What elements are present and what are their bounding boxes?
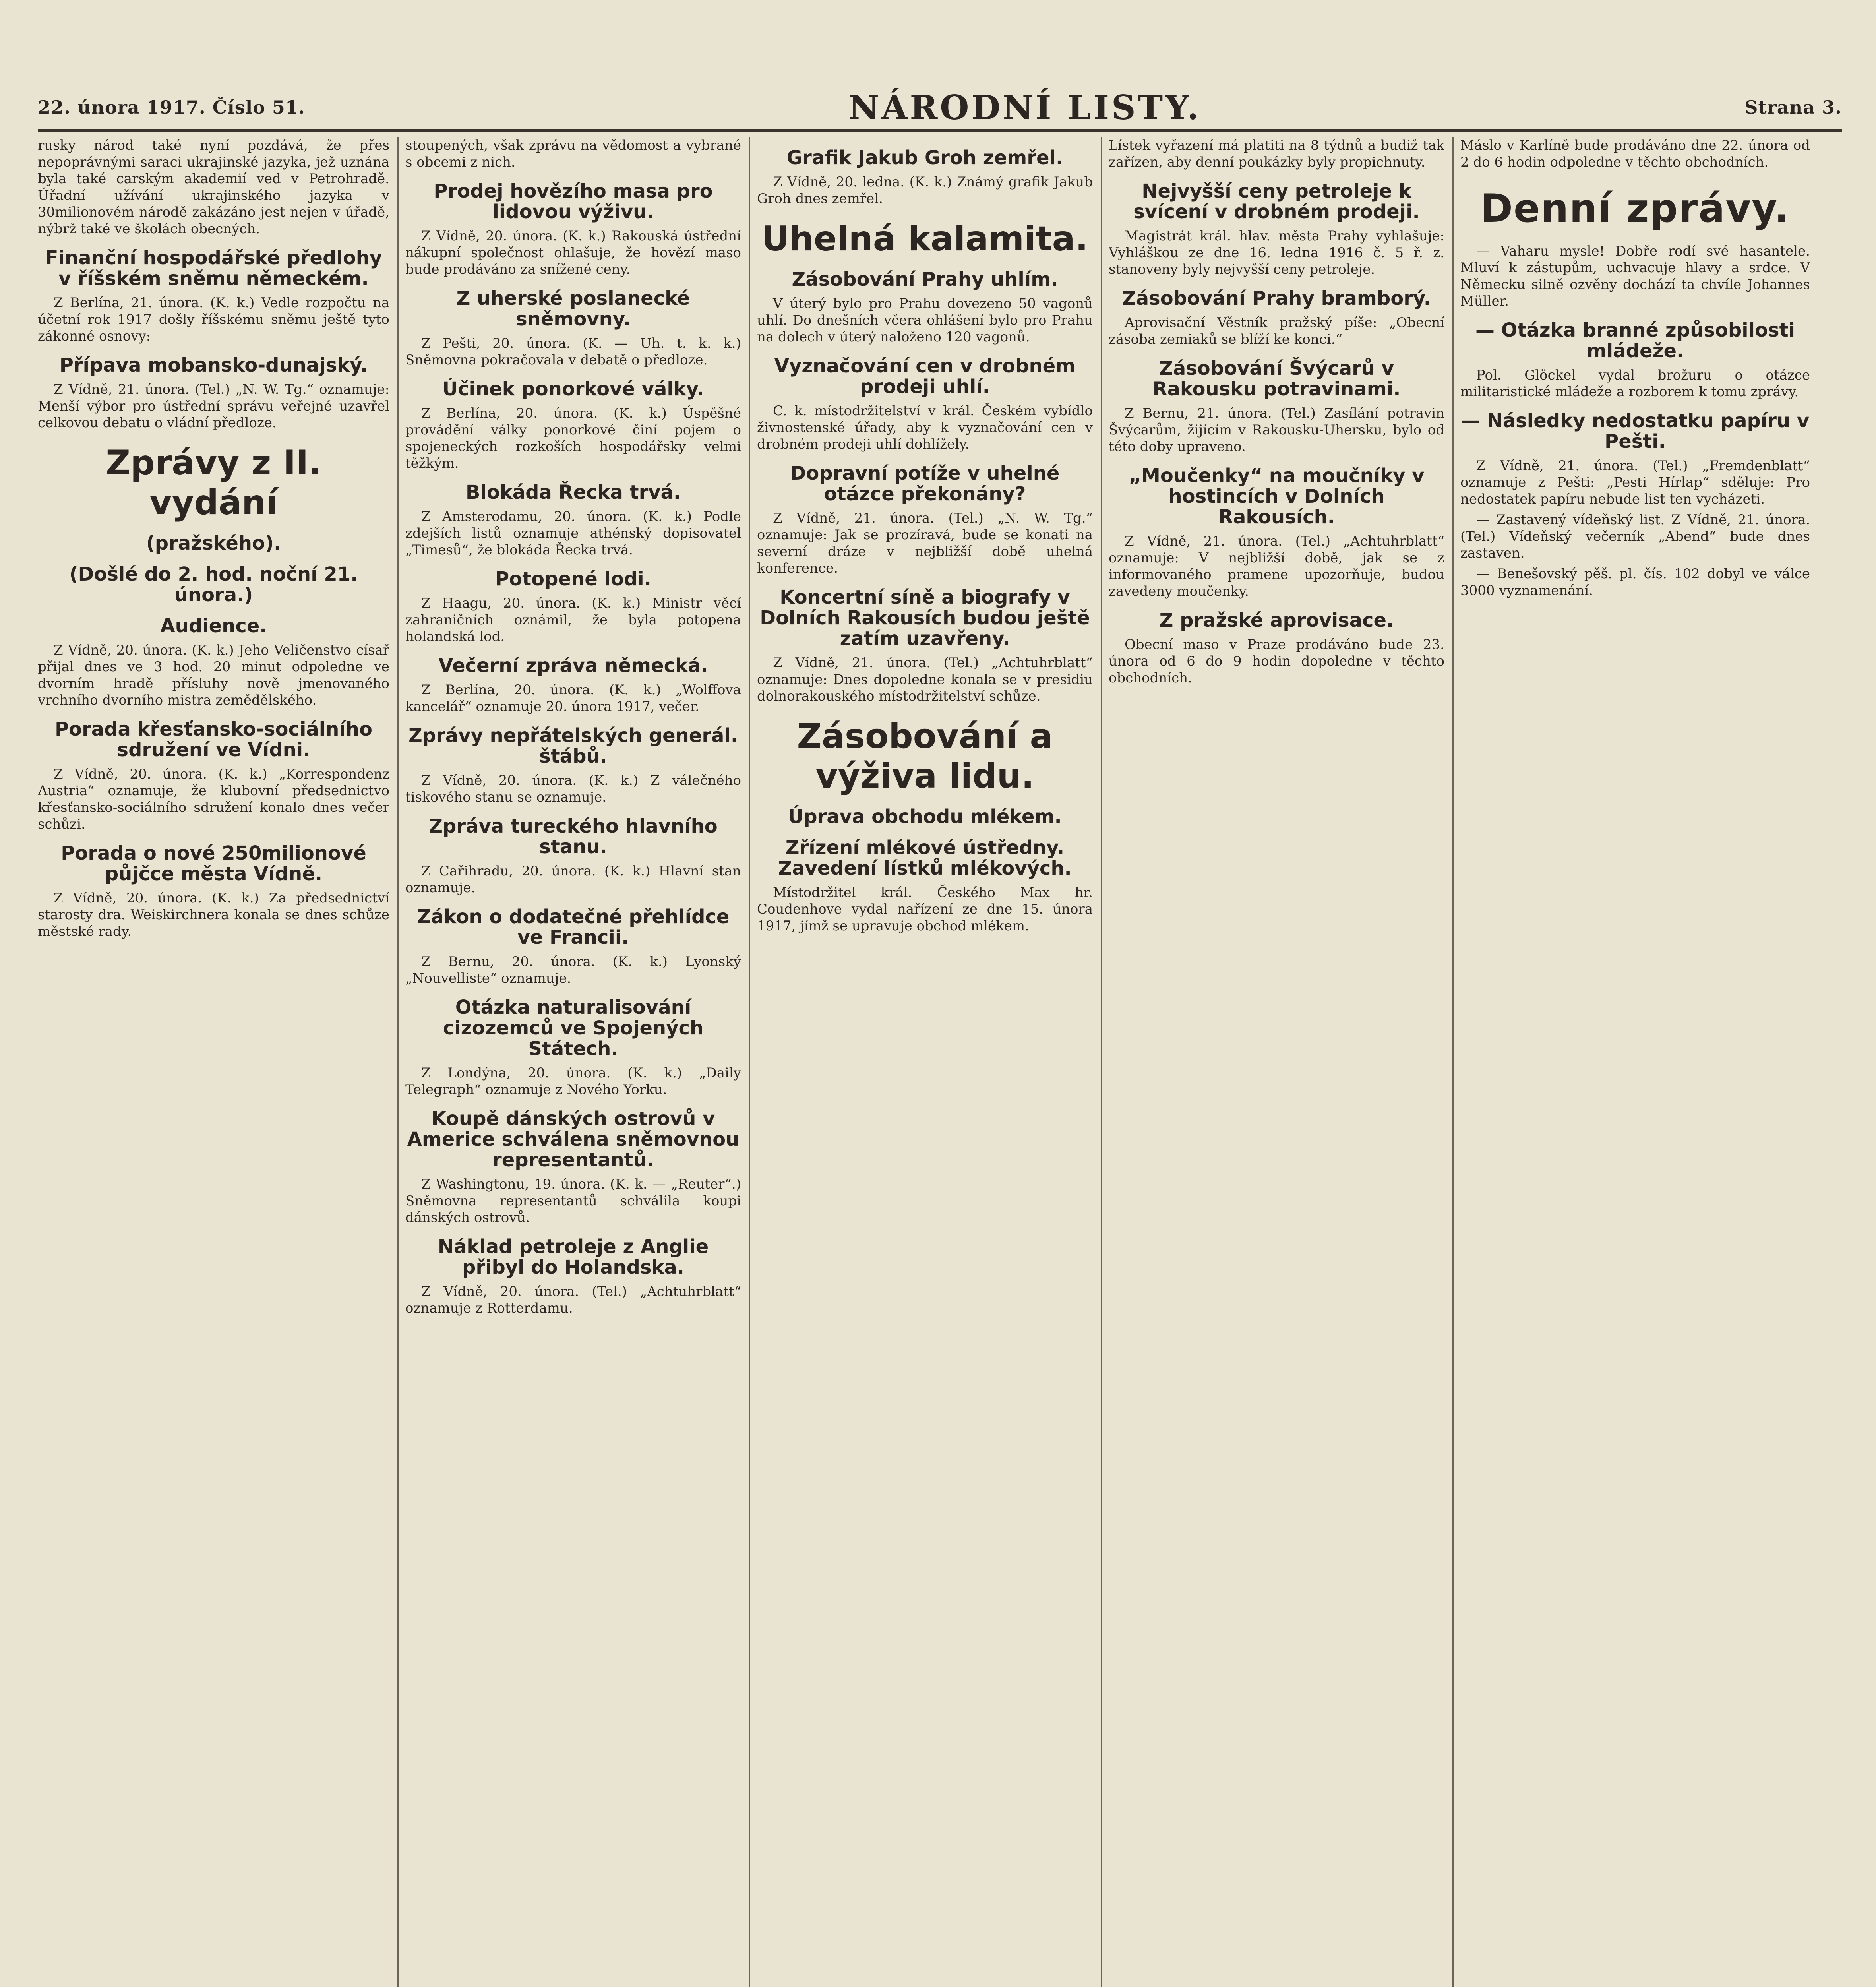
article-text: Pol. Glöckel vydal brožuru o otázce militaristické mládeže a rozborem k tomu zprávy.	[1460, 367, 1810, 400]
column-rule	[749, 137, 750, 1987]
article-text: C. k. místodržitelství v král. Českém vybídlo živnostenské úřady, aby k vyznačování cen v drobném prodeji uhlí dohlížely.	[757, 403, 1093, 452]
section-heading: Uhelná kalamita.	[761, 219, 1088, 259]
article-heading: Porada o nové 250milionové půjčce města Vídně.	[61, 842, 366, 885]
article-subheading: Zřízení mlékové ústředny. Zavedení lístků mlékových.	[778, 837, 1072, 879]
article-text: Z Vídně, 20. února. (K. k.) „Korrespondenz Austria“ oznamuje, že klubovní předsednictvo křesťansko-sociálního sdružení konalo dnes večer schůzi.	[38, 766, 389, 832]
article-text: Z Vídně, 21. února. (Tel.) „Achtuhrblatt“ oznamuje: V nejbližší době, jak se z informovaného pramene upozorňuje, budou zavedeny moučenky.	[1109, 533, 1444, 599]
article-heading: Večerní zpráva německá.	[438, 655, 708, 677]
article-heading: Úprava obchodu mlékem.	[788, 806, 1062, 828]
article-heading: Otázka naturalisování cizozemců ve Spojených Státech.	[443, 996, 704, 1060]
issue-date: 22. února 1917. Číslo 51.	[38, 97, 305, 118]
article-heading: Prodej hovězího masa pro lidovou výživu.	[434, 180, 713, 223]
article-text: Z Vídně, 21. února. (Tel.) „Achtuhrblatt“ oznamuje: Dnes dopoledne konala se v presidiu dolnorakouského místodržitelství schůze.	[757, 655, 1093, 704]
article-heading: Z uherské poslanecké sněmovny.	[456, 287, 690, 330]
article-text: Z Pešti, 20. února. (K. — Uh. t. k. k.) Sněmovna pokračovala v debatě o předloze.	[405, 335, 741, 368]
article-heading: Grafik Jakub Groh zemřel.	[786, 147, 1063, 169]
column-5	[1460, 137, 1810, 1987]
article-heading: Blokáda Řecka trvá.	[465, 481, 681, 504]
article-text: Z Vídně, 21. února. (Tel.) „Fremdenblatt“ oznamuje z Pešti: „Pesti Hírlap“ sděluje: Pro nedostatek papíru nebude list ten vycházeti.	[1460, 458, 1810, 507]
article-text: — Vaharu mysle! Dobře rodí své hasantele. Mluví k zástupům, uchvacuje hlavy a srdce. V Německu silně ozvěny dochází ta chvíle Johannes Müller.	[1460, 243, 1810, 309]
article-text: Z Berlína, 20. února. (K. k.) „Wolffova kancelář“ oznamuje 20. února 1917, večer.	[405, 682, 741, 715]
article-text: Z Vídně, 20. února. (K. k.) Za předsednictví starosty dra. Weiskirchnera konala se dnes schůze městské rady.	[38, 890, 389, 939]
article-heading: Koupě dánských ostrovů v Americe schválena sněmovnou representantů.	[407, 1108, 740, 1171]
article-text: — Zastavený vídeňský list. Z Vídně, 21. února. (Tel.) Vídeňský večerník „Abend“ bude dnes zastaven.	[1460, 512, 1810, 561]
masthead	[38, 85, 1842, 132]
article-text: Z Amsterodamu, 20. února. (K. k.) Podle zdejších listů oznamuje athénský dopisovatel „Timesů“, že blokáda Řecka trvá.	[405, 509, 741, 558]
article-text: Z Berlína, 20. února. (K. k.) Úspěšné provádění války ponorkové činí pojem o spojeneckých rozkoších hospodářsky velmi těžkým.	[405, 405, 741, 471]
article-text: V úterý bylo pro Prahu dovezeno 50 vagonů uhlí. Do dnešních včera ohlášení bylo pro Prahu na dolech v úterý naloženo 120 vagonů.	[757, 296, 1093, 345]
article-text: Z Berlína, 21. února. (K. k.) Vedle rozpočtu na účetní rok 1917 došly říšskému sněmu ještě tyto zákonné osnovy:	[38, 295, 389, 344]
article-text: Z Vídně, 20. ledna. (K. k.) Známý grafik Jakub Groh dnes zemřel.	[757, 174, 1093, 207]
article-text: Z Vídně, 20. února. (K. k.) Z válečného tiskového stanu se oznamuje.	[405, 773, 741, 805]
article-text: Z Bernu, 20. února. (K. k.) Lyonský „Nouvelliste“ oznamuje.	[405, 954, 741, 986]
section-heading: Zprávy z II. vydání	[105, 443, 322, 523]
article-text: Z Vídně, 20. února. (K. k.) Rakouská ústřední nákupní společnost ohlašuje, že hovězí maso bude prodáváno za snížené ceny.	[405, 228, 741, 277]
article-heading: Účinek ponorkové války.	[442, 378, 704, 400]
article-heading: Zásobování Švýcarů v Rakousku potravinami.	[1152, 357, 1401, 400]
article-text: Z Vídně, 20. února. (K. k.) Jeho Veličenstvo císař přijal dnes ve 3 hod. 20 minut odpoledne ve dvorním hradě přísluhy nově jmenovaného vrchního dvorního mistra zemědělského.	[38, 642, 389, 708]
article-text: Máslo v Karlíně bude prodáváno dne 22. února od 2 do 6 hodin odpoledne v těchto obchodních.	[1460, 138, 1810, 170]
article-text: Z Londýna, 20. února. (K. k.) „Daily Telegraph“ oznamuje z Nového Yorku.	[405, 1065, 741, 1098]
article-heading: Vyznačování cen v drobném prodeji uhlí.	[774, 355, 1076, 398]
column-rule	[397, 137, 399, 1987]
article-text: Z Washingtonu, 19. února. (K. k. — „Reuter“.) Sněmovna representantů schválila koupi dánských ostrovů.	[405, 1176, 741, 1226]
column-rule	[1452, 137, 1454, 1987]
column-3	[757, 137, 1093, 1987]
column-rule	[1101, 137, 1102, 1987]
article-heading: — Otázka branné způsobilosti mládeže.	[1475, 319, 1795, 362]
section-note: (Došlé do 2. hod. noční 21. února.)	[69, 563, 358, 606]
article-text: Z Vídně, 21. února. (Tel.) „N. W. Tg.“ oznamuje: Menší výbor pro ústřední správu veřejné uzavřel celkovou debatu o vládní předloze.	[38, 382, 389, 431]
article-text: Lístek vyřazení má platiti na 8 týdnů a budiž tak zařízen, aby denní poukázky byly propichnuty.	[1109, 138, 1444, 170]
article-heading: „Moučenky“ na moučníky v hostincích v Dolních Rakousích.	[1129, 465, 1425, 528]
article-heading: Potopené lodi.	[495, 568, 651, 590]
article-heading: Zprávy nepřátelských generál. štábů.	[408, 724, 738, 767]
article-heading: Náklad petroleje z Anglie přibyl do Holandska.	[438, 1236, 709, 1278]
article-heading: Zásobování Prahy uhlím.	[792, 268, 1058, 290]
article-text: Z Vídně, 20. února. (Tel.) „Achtuhrblatt“ oznamuje z Rotterdamu.	[405, 1284, 741, 1316]
article-heading: — Následky nedostatku papíru v Pešti.	[1461, 410, 1810, 453]
article-heading: Zpráva tureckého hlavního stanu.	[429, 815, 718, 858]
article-text: Aprovisační Věstník pražský píše: „Obecní zásoba zemiaků se blíží ke konci.“	[1109, 315, 1444, 347]
article-heading: Přípava mobansko-dunajský.	[59, 354, 368, 376]
page-number: Strana 3.	[1744, 97, 1842, 118]
article-text: rusky národ také nyní pozdává, že přes nepoprávnými saraci ukrajinské jazyka, jež uznána byla také carským akademií ved v Petrohradě. Úřadní užívání ukrajinského jazyka v 30milionovém národě zakázáno jest nejen v úřadě, nýbrž také ve školách obecných.	[38, 138, 389, 237]
article-heading: Porada křesťansko-sociálního sdružení ve Vídni.	[54, 718, 373, 761]
article-text: Z Cařihradu, 20. února. (K. k.) Hlavní stan oznamuje.	[405, 863, 741, 896]
article-heading: Nejvyšší ceny petroleje k svícení v drobném prodeji.	[1133, 180, 1420, 223]
article-heading: Zákon o dodatečné přehlídce ve Francii.	[417, 906, 730, 949]
article-text: Obecní maso v Praze prodáváno bude 23. února od 6 do 9 hodin dopoledne v těchto obchodních.	[1109, 637, 1444, 686]
section-subheading: (pražského).	[146, 532, 281, 554]
article-heading: Z pražské aprovisace.	[1159, 609, 1394, 631]
column-2	[405, 137, 741, 1987]
article-text: Z Haagu, 20. února. (K. k.) Ministr věcí zahraničních oznámil, že byla potopena holandská lod.	[405, 595, 741, 645]
article-heading: Finanční hospodářské předlohy v říšském sněmu německém.	[45, 247, 382, 290]
column-4	[1109, 137, 1444, 1987]
section-heading: Denní zprávy.	[1480, 186, 1790, 231]
article-text: Magistrát král. hlav. města Prahy vyhlašuje: Vyhláškou ze dne 16. ledna 1916 č. 5 ř. z. stanoveny byly nejvyšší ceny petroleje.	[1109, 228, 1444, 277]
article-text: Z Bernu, 21. února. (Tel.) Zasílání potravin Švýcarům, žijícím v Rakousku-Uhersku, bylo od této doby upraveno.	[1109, 405, 1444, 455]
article-text: Místodržitel král. Českého Max hr. Coudenhove vydal nařízení ze dne 15. února 1917, jímž se upravuje obchod mlékem.	[757, 885, 1093, 934]
article-text: stoupených, však zprávu na vědomost a vybrané s obcemi z nich.	[405, 138, 741, 170]
article-text: — Benešovský pěš. pl. čís. 102 dobyl ve válce 3000 vyznamenání.	[1460, 566, 1810, 598]
article-heading: Audience.	[160, 615, 267, 637]
article-text: Z Vídně, 21. února. (Tel.) „N. W. Tg.“ oznamuje: Jak se prozíravá, bude se konati na severní dráze v nejbližší době uhelná konference.	[757, 510, 1093, 576]
section-heading: Zásobování a výživa lidu.	[797, 717, 1053, 796]
column-1	[38, 137, 389, 1987]
article-heading: Zásobování Prahy bramborý.	[1122, 287, 1431, 310]
article-heading: Dopravní potíže v uhelné otázce překonány?	[790, 462, 1060, 505]
newspaper-title: NÁRODNÍ LISTY.	[848, 87, 1201, 127]
article-heading: Koncertní síně a biografy v Dolních Rakousích budou ještě zatím uzavřeny.	[760, 586, 1090, 650]
